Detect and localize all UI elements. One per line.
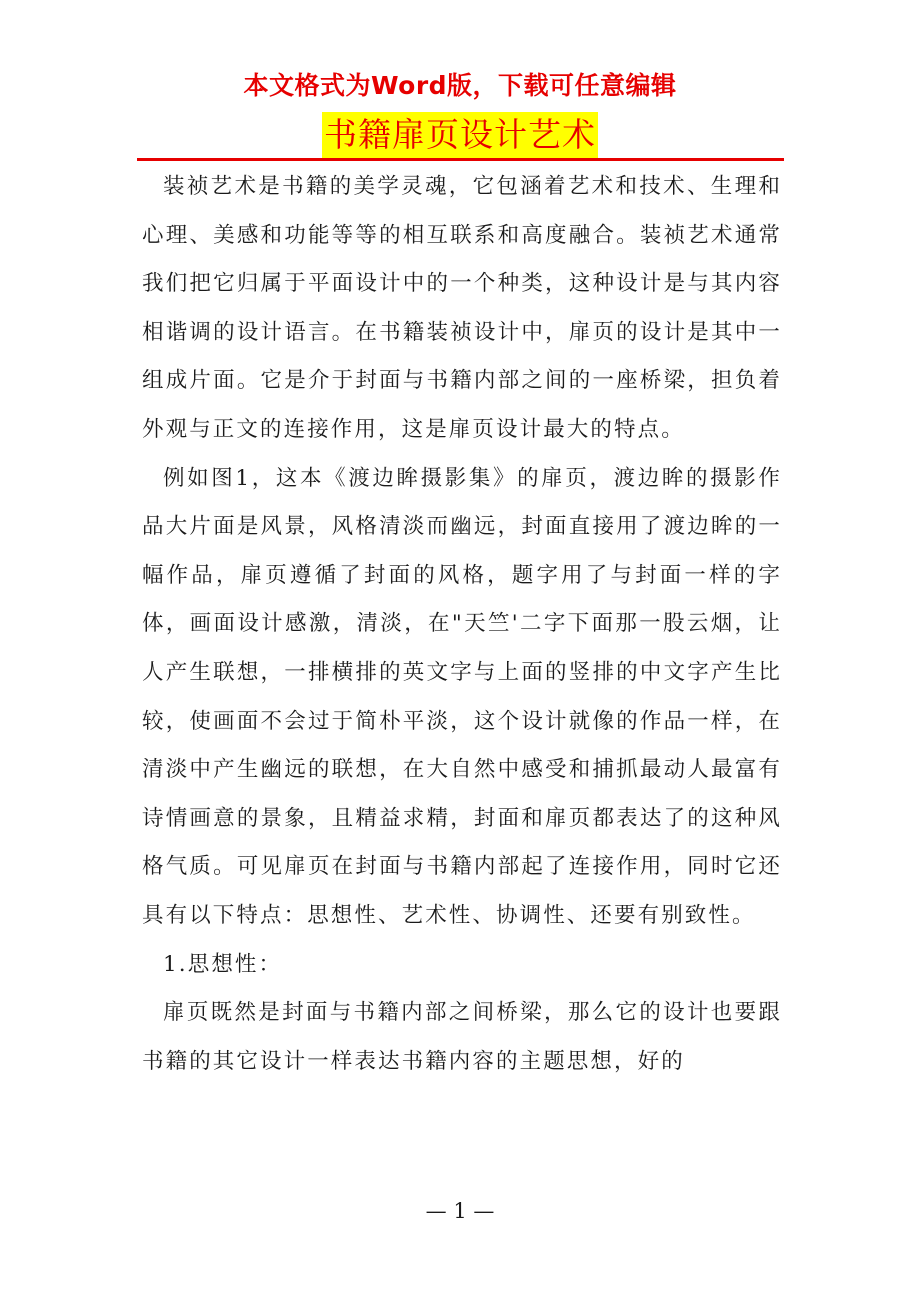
document-title: 书籍扉页设计艺术: [322, 112, 598, 158]
format-notice-banner: 本文格式为Word版，下载可任意编辑: [243, 71, 677, 100]
title-container: [0, 112, 920, 158]
title-divider: [137, 158, 784, 161]
paragraph-ideology: 扉页既然是封面与书籍内部之间桥梁，那么它的设计也要跟书籍的其它设计一样表达书籍内容的主题思想，好的: [142, 1000, 782, 1074]
paragraph-intro: 装祯艺术是书籍的美学灵魂，它包涵着艺术和技术、生理和心理、美感和功能等等的相互联系和高度融合。装祯艺术通常我们把它归属于平面设计中的一个种类，这种设计是与其内容相谐调的设计语言。在书籍装祯设计中，扉页的设计是其中一组成片面。它是介于封面与书籍内部之间的一座桥梁，担负着外观与正文的连接作用，这是扉页设计最大的特点。: [142, 174, 782, 442]
paragraph-example: 例如图1，这本《渡边眸摄影集》的扉页，渡边眸的摄影作品大片面是风景，风格清淡而幽远，封面直接用了渡边眸的一幅作品，扉页遵循了封面的风格，题字用了与封面一样的字体，画面设计感激，清淡，在"天竺'二字下面那一股云烟，让人产生联想，一排横排的英文字与上面的竖排的中文字产生比较，使画面不会过于简朴平淡，这个设计就像的作品一样，在清淡中产生幽远的联想，在大自然中感受和捕抓最动人最富有诗情画意的景象，且精益求精，封面和扉页都表达了的这种风格气质。可见扉页在封面与书籍内部起了连接作用，同时它还具有以下特点：思想性、艺术性、协调性、还要有别致性。: [142, 465, 782, 928]
document-body: [142, 163, 782, 1086]
page-number: — 1 —: [425, 1199, 495, 1223]
section-heading-ideology: 1.思想性：: [163, 951, 283, 977]
